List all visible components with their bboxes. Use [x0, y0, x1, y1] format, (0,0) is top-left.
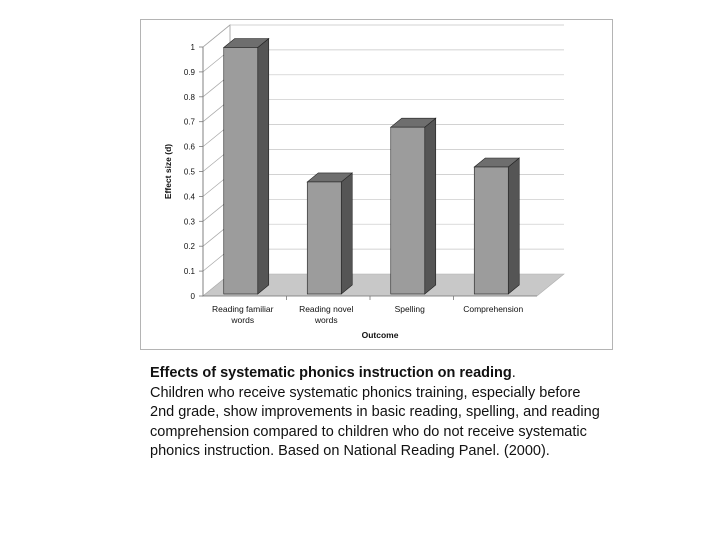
- caption-body: Children who receive systematic phonics training, especially before 2nd grade, show improvements in basic reading, spelling, and reading comprehension compared to children who do not receive systematic phonics instruction. Based on National Reading Panel. (2000).: [150, 384, 600, 459]
- bar: [391, 118, 436, 294]
- figure-caption: [150, 364, 600, 462]
- y-tick-label: 0.7: [183, 117, 195, 127]
- caption-title: Effects of systematic phonics instruction on reading: [150, 365, 512, 381]
- x-category-label-line: Comprehension: [463, 304, 524, 314]
- y-tick-label: 0.6: [183, 142, 195, 152]
- x-category-label: [463, 304, 523, 314]
- bar-front: [474, 167, 508, 294]
- x-category-label-line: Reading novel: [299, 304, 354, 314]
- bar-front: [224, 47, 258, 294]
- bar-side: [425, 118, 436, 294]
- bar: [474, 158, 519, 294]
- x-axis-title: Outcome: [361, 330, 399, 340]
- x-category-label: [299, 304, 353, 325]
- y-tick-label: 1: [190, 43, 195, 52]
- effect-size-chart: [141, 20, 614, 351]
- bar: [224, 38, 269, 294]
- bar-side: [258, 38, 269, 294]
- bar: [307, 173, 352, 294]
- y-tick-label: 0.4: [183, 192, 195, 202]
- y-tick-label: 0.8: [183, 92, 195, 102]
- x-category-label-line: Reading familiar: [212, 304, 274, 314]
- bar-side: [341, 173, 352, 294]
- caption-title-suffix: .: [511, 365, 516, 381]
- chart-frame: [140, 19, 613, 350]
- bar-side: [508, 158, 519, 294]
- y-tick-label: 0.2: [183, 242, 195, 252]
- y-tick-label: 0.5: [183, 167, 195, 177]
- y-tick-label: 0.3: [183, 217, 195, 227]
- x-category-label-line: Spelling: [394, 304, 425, 314]
- y-tick-label: 0: [190, 292, 195, 301]
- bar-front: [307, 182, 341, 294]
- bar-front: [391, 127, 425, 294]
- x-category-label: [212, 304, 274, 325]
- y-axis-title: Effect size (d): [163, 143, 173, 200]
- x-category-label-line: words: [231, 315, 255, 325]
- x-category-label: [395, 304, 426, 314]
- x-category-label-line: words: [314, 315, 338, 325]
- y-tick-label: 0.9: [183, 67, 195, 77]
- y-tick-label: 0.1: [183, 267, 195, 277]
